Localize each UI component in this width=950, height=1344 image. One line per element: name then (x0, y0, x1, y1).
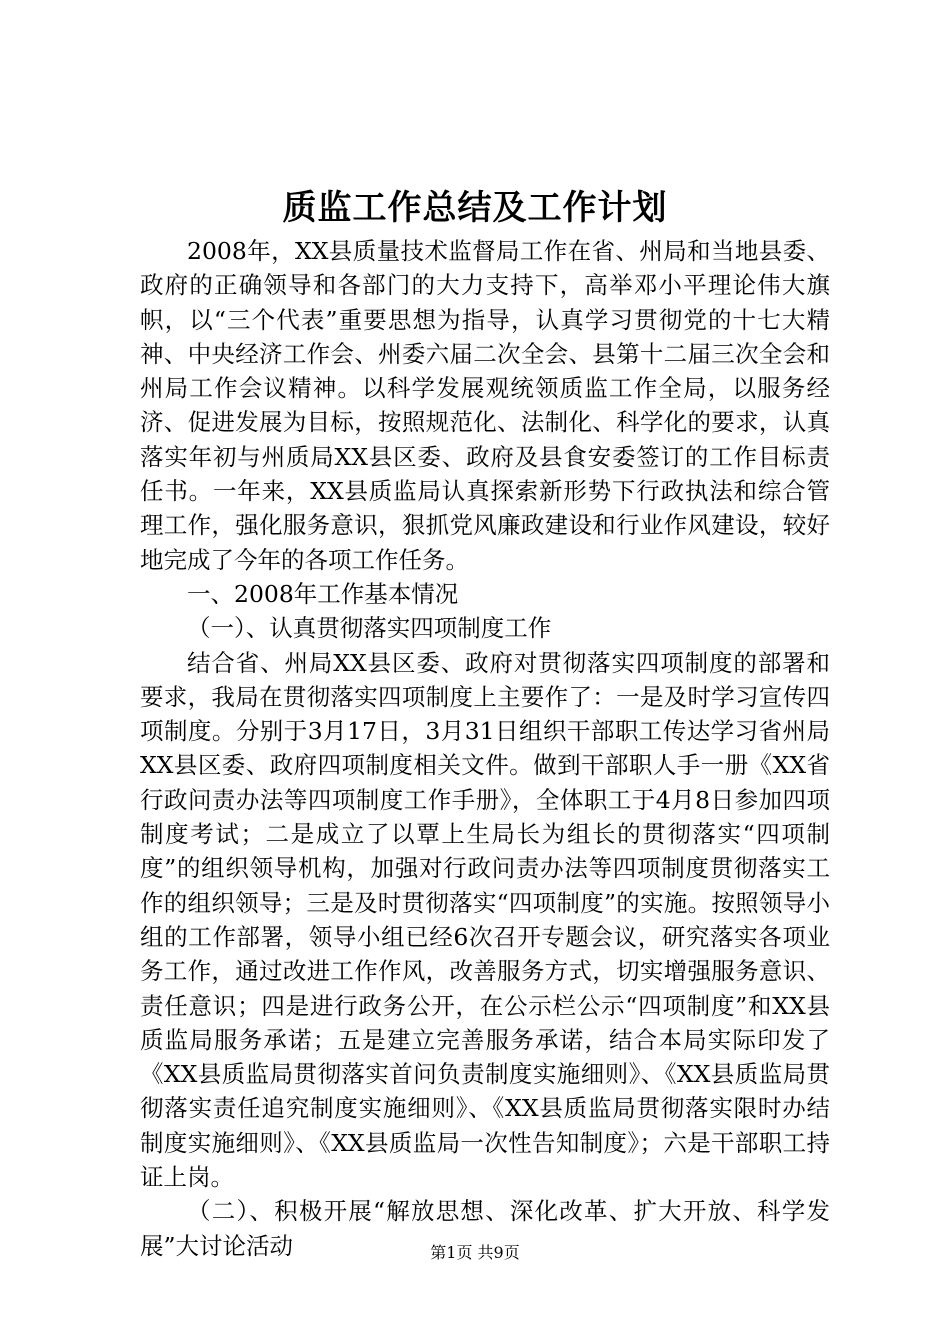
document-body (140, 234, 830, 1263)
heading-section-1: 一、2008年工作基本情况 (187, 579, 459, 608)
heading-subsection-2: （二）、积极开展“解放思想、深化改革、扩大开放、科学发展”大讨论活动 (140, 1197, 830, 1260)
heading-subsection-1: （一）、认真贯彻落实四项制度工作 (187, 614, 552, 643)
document-title: 质监工作总结及工作计划 (282, 188, 668, 228)
paragraph-four-systems: 结合省、州局XX县区委、政府对贯彻落实四项制度的部署和要求，我局在贯彻落实四项制度上主要作了：一是及时学习宣传四项制度。分别于3月17日，3月31日组织干部职工传达学习省州局XX县区委、政府四项制度相关文件。做到干部职人手一册《XX省行政问责办法等四项制度工作手册》，全体职工于4月8日参加四项制度考试；二是成立了以覃上生局长为组长的贯彻落实“四项制度”的组织领导机构，加强对行政问责办法等四项制度贯彻落实工作的组织领导；三是及时贯彻落实“四项制度”的实施。按照领导小组的工作部署，领导小组已经6次召开专题会议，研究落实各项业务工作，通过改进工作作风，改善服务方式，切实增强服务意识、责任意识；四是进行政务公开，在公示栏公示“四项制度”和XX县质监局服务承诺；五是建立完善服务承诺，结合本局实际印发了《XX县质监局贯彻落实首问负责制度实施细则》、《XX县质监局贯彻落实责任追究制度实施细则》、《XX县质监局贯彻落实限时办结制度实施细则》、《XX县质监局一次性告知制度》；六是干部职工持证上岗。 (140, 648, 830, 1192)
page-footer: 第1页 共9页 (430, 1243, 520, 1262)
paragraph-intro: 2008年，XX县质量技术监督局工作在省、州局和当地县委、政府的正确领导和各部门的大力支持下，高举邓小平理论伟大旗帜，以“三个代表”重要思想为指导，认真学习贯彻党的十七大精神、中央经济工作会、州委六届二次全会、县第十二届三次全会和州局工作会议精神。以科学发展观统领质监工作全局，以服务经济、促进发展为目标，按照规范化、法制化、科学化的要求，认真落实年初与州质局XX县区委、政府及县食安委签订的工作目标责任书。一年来，XX县质监局认真探索新形势下行政执法和综合管理工作，强化服务意识，狠抓党风廉政建设和行业作风建设，较好地完成了今年的各项工作任务。 (140, 237, 830, 574)
